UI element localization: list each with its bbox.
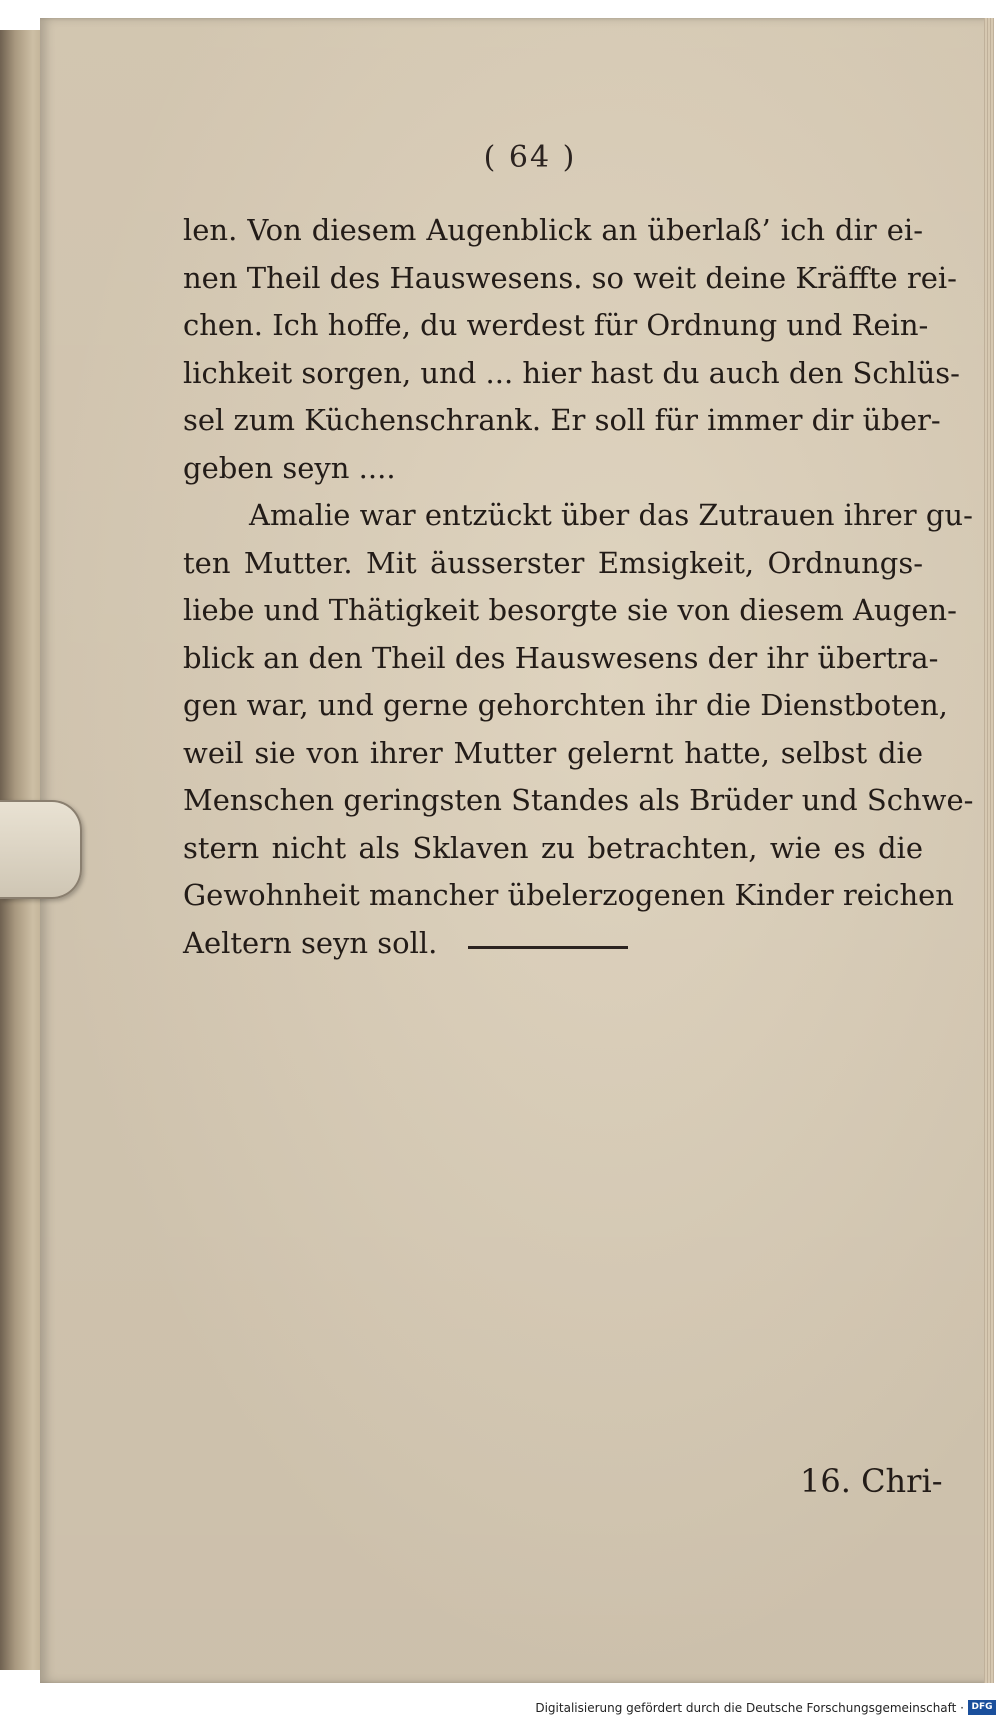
text-line: weil sie von ihrer Mutter gelernt hatte, selbst die: [183, 735, 923, 770]
text-line: ten Mutter. Mit äusserster Emsigkeit, Ordnungs-: [183, 545, 923, 580]
text-line: Amalie war entzückt über das Zutrauen ihrer gu-: [249, 498, 973, 532]
text-line: nen Theil des Hauswesens. so weit deine Kräffte rei-: [183, 260, 957, 295]
text-line: liebe und Thätigkeit besorgte sie von diesem Augen-: [183, 593, 957, 627]
text-line: lichkeit sorgen, und ... hier hast du auch den Schlüs-: [183, 355, 960, 390]
page-number: ( 64 ): [483, 140, 577, 175]
text-line: Gewohnheit mancher übelerzogenen Kinder reichen: [183, 878, 954, 912]
text-line: len. Von diesem Augenblick an überlaß’ ich dir ei-: [183, 213, 923, 247]
body-text: [183, 207, 974, 967]
text-line: Menschen geringsten Standes als Brüder und Schwe-: [183, 783, 974, 817]
text-line: gen war, und gerne gehorchten ihr die Dienstboten,: [183, 688, 948, 722]
catchword: 16. Chri-: [800, 1462, 943, 1500]
bookmark-clip: [0, 800, 82, 899]
section-divider-rule: [468, 946, 628, 949]
text-line: blick an den Theil des Hauswesens der ihr übertra-: [183, 640, 939, 675]
digitization-credit: Digitalisierung gefördert durch die Deutsche Forschungsgemeinschaft ·: [535, 1701, 964, 1715]
page-fore-edges: [984, 18, 994, 1683]
text-line: chen. Ich hoffe, du werdest für Ordnung und Rein-: [183, 308, 929, 342]
text-line: sel zum Küchenschrank. Er soll für immer dir über-: [183, 403, 941, 437]
text-line: Aeltern seyn soll.: [183, 925, 438, 960]
text-line: geben seyn ....: [183, 450, 396, 485]
text-line: stern nicht als Sklaven zu betrachten, wie es die: [183, 830, 923, 865]
dfg-logo: DFG: [968, 1700, 996, 1715]
